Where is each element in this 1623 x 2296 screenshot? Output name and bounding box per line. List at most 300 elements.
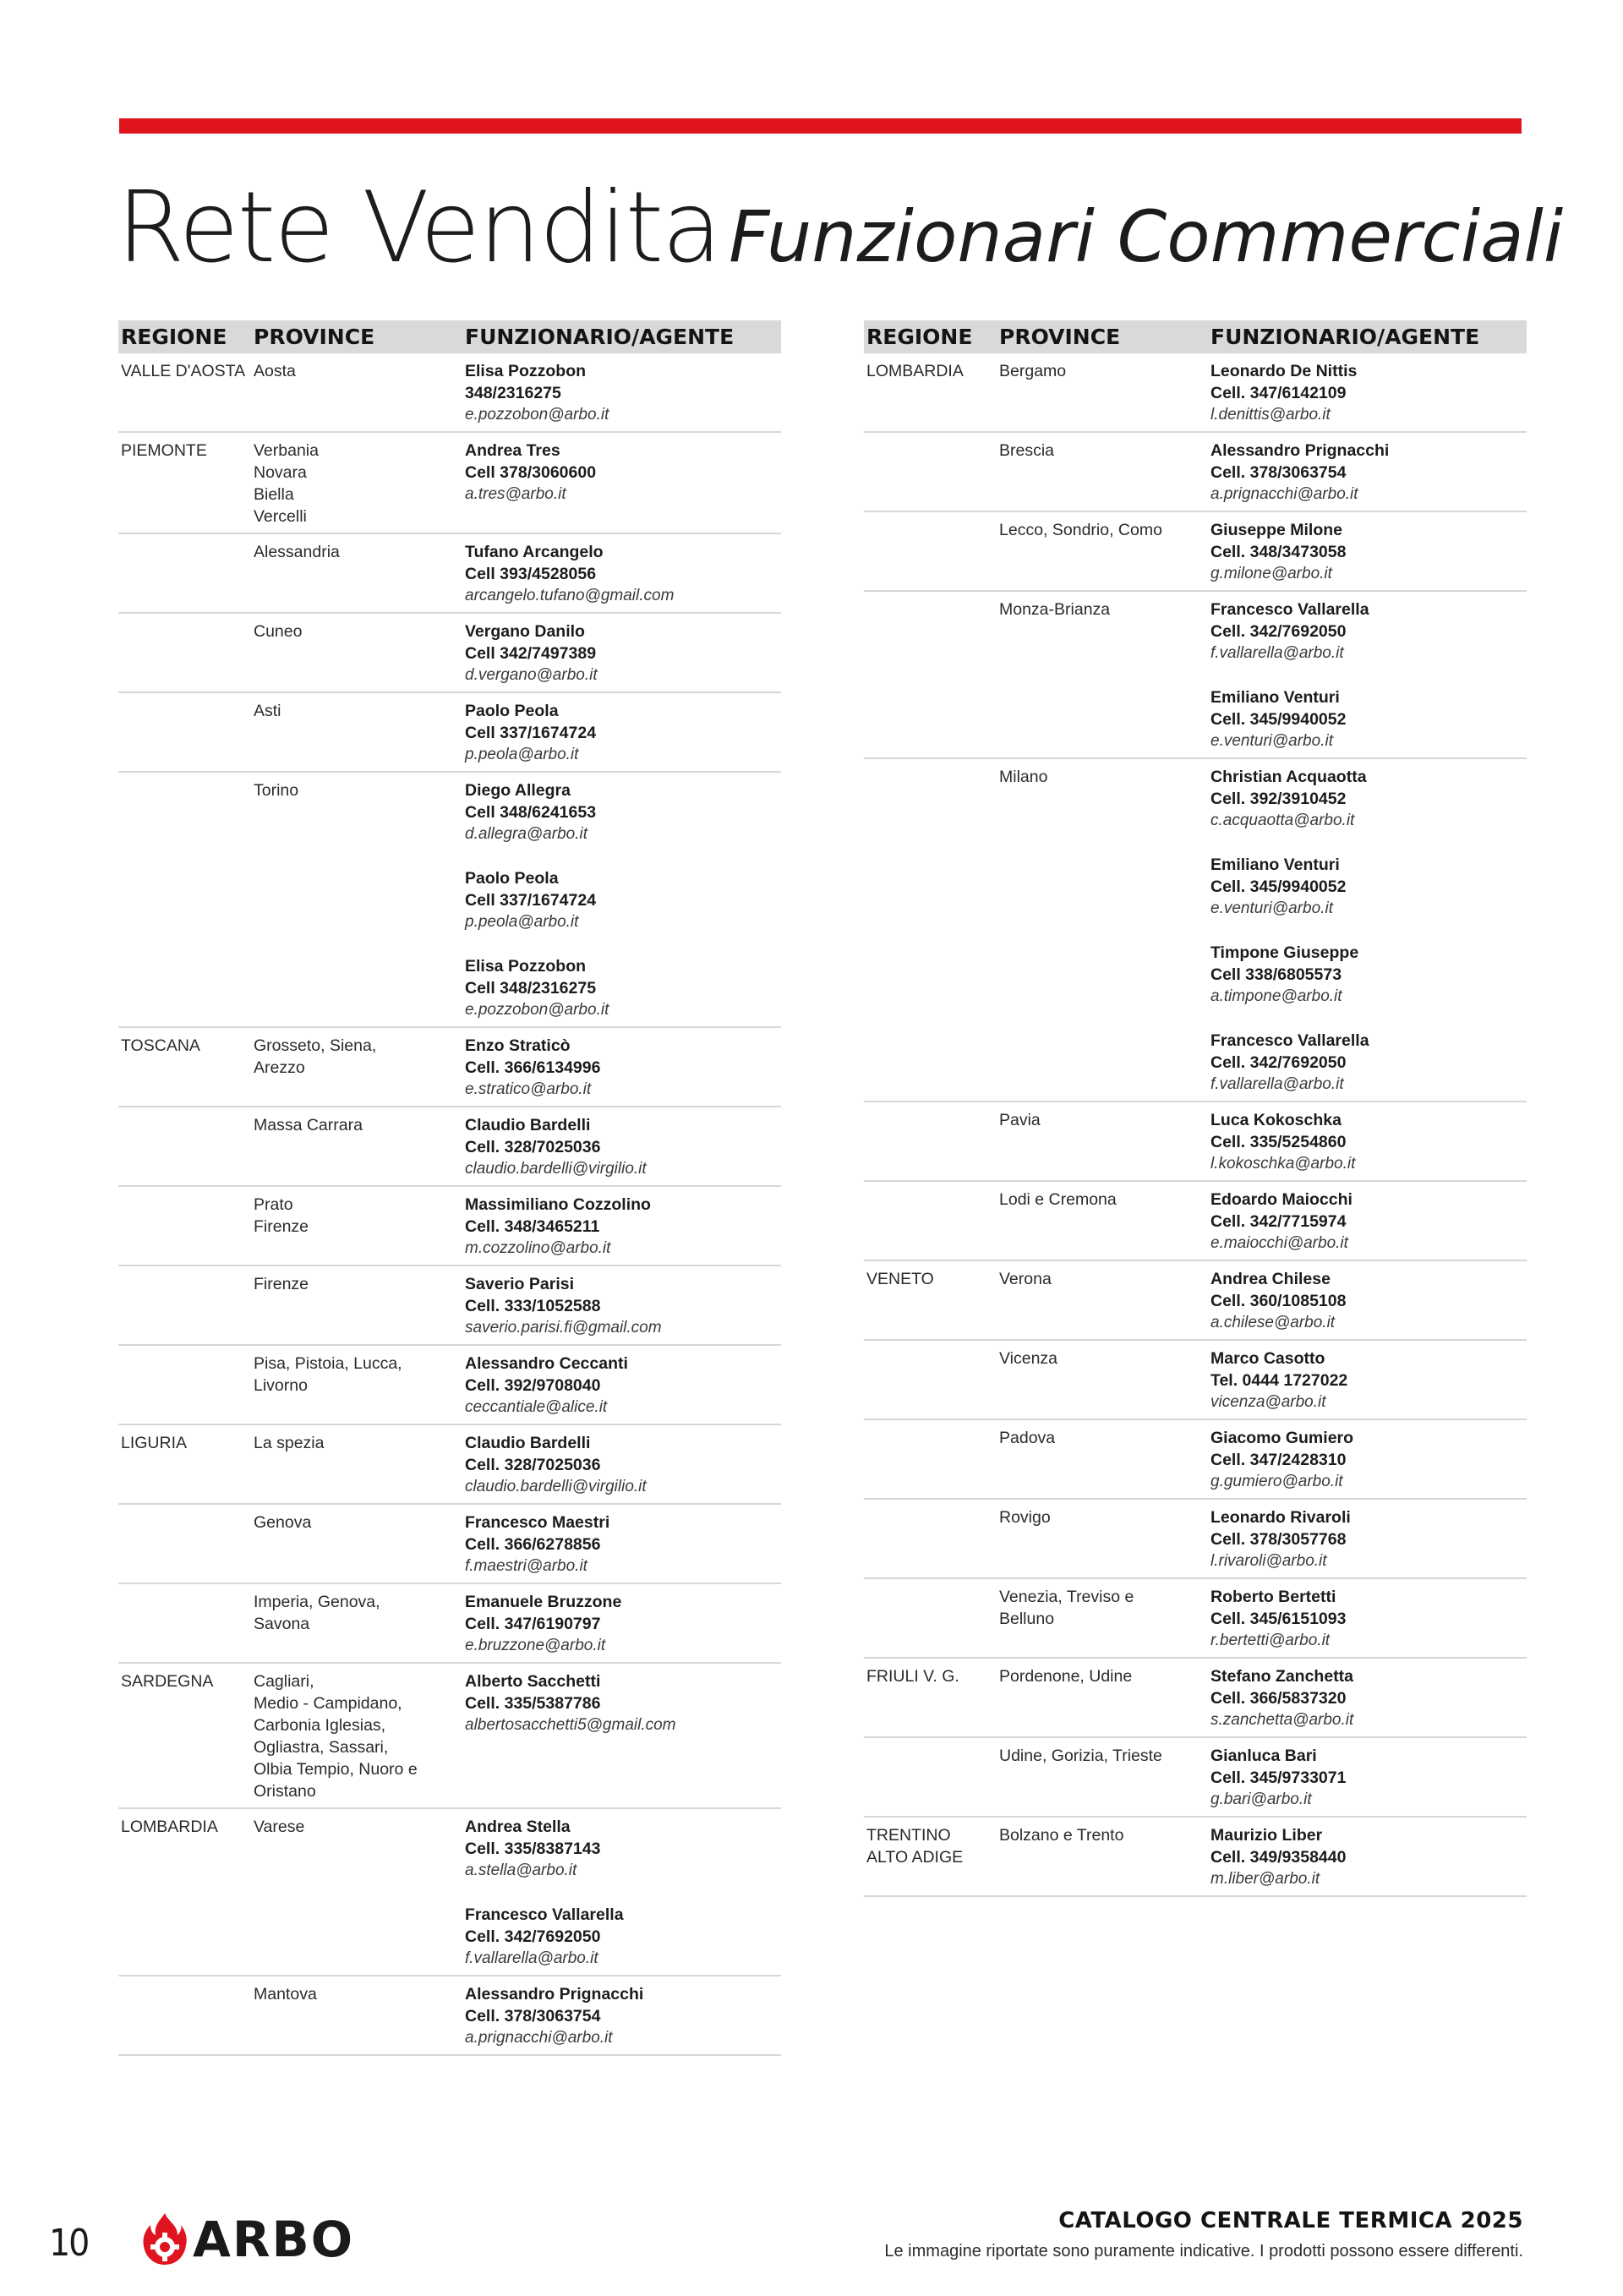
agent-phone: Cell. 347/6190797 — [465, 1615, 601, 1633]
agent-email[interactable]: albertosacchetti5@gmail.com — [465, 1716, 676, 1734]
agent-phone: Cell. 328/7025036 — [465, 1138, 601, 1156]
region-cell — [118, 1816, 254, 1838]
table-header — [864, 320, 1527, 353]
province-name: Verona — [999, 1270, 1052, 1288]
table-row — [118, 1425, 781, 1505]
agent-name: Tufano Arcangelo — [465, 543, 604, 561]
right-table — [864, 320, 1527, 1897]
agent-email[interactable]: claudio.bardelli@virgilio.it — [465, 1478, 647, 1495]
agent-contact — [1210, 1030, 1527, 1096]
agent-cell — [465, 1035, 781, 1101]
province-cell — [254, 1273, 465, 1295]
agent-email[interactable]: e.stratico@arbo.it — [465, 1080, 592, 1098]
region-cell — [864, 1824, 999, 1868]
region-cell — [118, 1432, 254, 1454]
agent-contact — [465, 1114, 781, 1180]
table-row — [118, 614, 781, 693]
province-cell — [999, 519, 1210, 541]
region-cell — [118, 360, 254, 382]
agent-cell — [465, 1816, 781, 1970]
agent-phone: 348/2316275 — [465, 384, 561, 402]
agent-phone: Cell. 345/9940052 — [1210, 877, 1347, 896]
region-name: TRENTINO — [866, 1826, 951, 1845]
agent-email[interactable]: r.bertetti@arbo.it — [1210, 1632, 1331, 1649]
province-name: Savona — [254, 1615, 310, 1633]
province-name: Alessandria — [254, 543, 340, 561]
province-cell — [254, 1670, 465, 1802]
agent-name: Claudio Bardelli — [465, 1434, 591, 1452]
agent-email[interactable]: f.vallarella@arbo.it — [1210, 1075, 1344, 1093]
region-cell — [118, 1670, 254, 1692]
agent-email[interactable]: m.liber@arbo.it — [1210, 1870, 1320, 1888]
agent-email[interactable]: a.chilese@arbo.it — [1210, 1314, 1336, 1331]
agent-phone: Cell. 333/1052588 — [465, 1297, 601, 1315]
table-row — [864, 759, 1527, 1102]
agent-contact — [1210, 1586, 1527, 1652]
agent-phone: Cell. 392/3910452 — [1210, 790, 1347, 808]
province-name: Venezia, Treviso e — [999, 1588, 1134, 1606]
table-row — [864, 1102, 1527, 1182]
agent-phone: Cell. 335/8387143 — [465, 1840, 601, 1858]
agent-name: Roberto Bertetti — [1210, 1588, 1336, 1606]
region-name: FRIULI V. G. — [866, 1667, 959, 1686]
province-cell — [999, 1665, 1210, 1687]
agent-contact — [465, 700, 781, 766]
agent-phone: Cell 337/1674724 — [465, 891, 597, 910]
table-row — [118, 433, 781, 534]
table-row — [118, 353, 781, 433]
agent-contact — [1210, 942, 1527, 1008]
province-name: Olbia Tempio, Nuoro e — [254, 1760, 418, 1779]
province-cell — [999, 1745, 1210, 1767]
agent-name: Francesco Maestri — [465, 1513, 610, 1532]
agent-email[interactable]: claudio.bardelli@virgilio.it — [465, 1160, 647, 1178]
province-cell — [999, 440, 1210, 462]
agent-name: Andrea Chilese — [1210, 1270, 1331, 1288]
agent-phone: Cell. 378/3063754 — [465, 2007, 601, 2025]
agent-phone: Cell. 349/9358440 — [1210, 1848, 1347, 1867]
agent-contact — [465, 867, 781, 933]
agent-contact — [1210, 1427, 1527, 1493]
agent-email[interactable]: a.tres@arbo.it — [465, 485, 566, 503]
agent-email[interactable]: a.prignacchi@arbo.it — [465, 2029, 613, 2047]
agent-contact — [1210, 1665, 1527, 1731]
agent-name: Alessandro Prignacchi — [465, 1985, 644, 2004]
table-row — [864, 1659, 1527, 1738]
agent-email[interactable]: l.rivaroli@arbo.it — [1210, 1552, 1327, 1570]
agent-phone: Cell 393/4528056 — [465, 565, 597, 583]
agent-email[interactable]: d.allegra@arbo.it — [465, 825, 587, 843]
agent-email[interactable]: ceccantiale@alice.it — [465, 1398, 608, 1416]
province-name: Biella — [254, 485, 294, 504]
agent-email[interactable]: p.peola@arbo.it — [465, 913, 579, 931]
agent-phone: Cell 378/3060600 — [465, 463, 597, 482]
table-row — [864, 1182, 1527, 1261]
province-name: Prato — [254, 1195, 293, 1214]
agent-cell — [465, 1512, 781, 1577]
region-name: LOMBARDIA — [866, 362, 964, 380]
agent-cell — [1210, 1189, 1527, 1255]
region-cell — [118, 1035, 254, 1057]
agent-cell — [465, 1273, 781, 1339]
table-row — [864, 353, 1527, 433]
province-name: Torino — [254, 781, 299, 800]
agent-phone: Cell. 345/9940052 — [1210, 710, 1347, 729]
province-name: La spezia — [254, 1434, 325, 1452]
province-cell — [254, 440, 465, 528]
province-name: Livorno — [254, 1376, 308, 1395]
agent-email[interactable]: p.peola@arbo.it — [465, 746, 579, 763]
page-number: 10 — [49, 2222, 89, 2265]
agent-email[interactable]: g.milone@arbo.it — [1210, 565, 1332, 582]
left-table — [118, 320, 781, 2056]
agent-name: Elisa Pozzobon — [465, 957, 587, 976]
agent-name: Gianluca Bari — [1210, 1747, 1317, 1765]
province-cell — [254, 1353, 465, 1397]
agent-name: Diego Allegra — [465, 781, 571, 800]
region-name: LIGURIA — [121, 1434, 188, 1452]
province-name: Pisa, Pistoia, Lucca, — [254, 1354, 402, 1373]
agent-name: Christian Acquaotta — [1210, 768, 1367, 786]
flame-gear-icon — [140, 2211, 189, 2267]
catalog-title: CATALOGO CENTRALE TERMICA 2025 — [1058, 2208, 1523, 2233]
province-name: Verbania — [254, 441, 319, 460]
province-cell — [254, 1035, 465, 1079]
province-cell — [999, 1189, 1210, 1211]
agent-name: Giuseppe Milone — [1210, 521, 1343, 539]
province-cell — [999, 1506, 1210, 1528]
agent-contact — [465, 1512, 781, 1577]
agent-cell — [1210, 440, 1527, 506]
agent-email[interactable]: g.gumiero@arbo.it — [1210, 1473, 1343, 1490]
agent-name: Vergano Danilo — [465, 622, 585, 641]
province-cell — [254, 1816, 465, 1838]
province-cell — [254, 700, 465, 722]
province-cell — [254, 779, 465, 801]
table-row — [864, 1500, 1527, 1579]
agent-cell — [465, 541, 781, 607]
province-cell — [254, 1591, 465, 1635]
agent-cell — [1210, 519, 1527, 585]
province-name: Carbonia Iglesias, — [254, 1716, 386, 1735]
right-table-body — [864, 353, 1527, 1897]
province-cell — [254, 1432, 465, 1454]
table-row — [118, 1107, 781, 1187]
table-row — [864, 1818, 1527, 1897]
agent-name: Maurizio Liber — [1210, 1826, 1323, 1845]
region-name: ALTO ADIGE — [866, 1848, 964, 1867]
agent-cell — [465, 1432, 781, 1498]
agent-name: Saverio Parisi — [465, 1275, 574, 1293]
agent-email[interactable]: l.kokoschka@arbo.it — [1210, 1155, 1356, 1173]
table-row — [118, 1809, 781, 1976]
agent-contact — [1210, 1745, 1527, 1811]
agent-name: Claudio Bardelli — [465, 1116, 591, 1134]
agent-phone: Cell. 335/5254860 — [1210, 1133, 1347, 1151]
province-name: Firenze — [254, 1275, 309, 1293]
agent-phone: Cell. 342/7692050 — [465, 1927, 601, 1946]
agent-name: Francesco Vallarella — [465, 1905, 624, 1924]
agent-email[interactable]: e.bruzzone@arbo.it — [465, 1637, 606, 1654]
agent-cell — [465, 360, 781, 426]
table-row — [864, 1261, 1527, 1341]
region-cell — [864, 1665, 999, 1687]
agent-email[interactable]: c.acquaotta@arbo.it — [1210, 812, 1355, 829]
header-province: PROVINCE — [254, 325, 375, 349]
agent-contact — [1210, 360, 1527, 426]
agent-contact — [465, 955, 781, 1021]
province-name: Arezzo — [254, 1058, 305, 1077]
province-name: Brescia — [999, 441, 1055, 460]
province-name: Cagliari, — [254, 1672, 314, 1691]
agent-phone: Cell. 392/9708040 — [465, 1376, 601, 1395]
province-cell — [999, 599, 1210, 620]
agent-name: Alberto Sacchetti — [465, 1672, 601, 1691]
agent-email[interactable]: f.vallarella@arbo.it — [465, 1949, 598, 1967]
agent-phone: Cell. 335/5387786 — [465, 1694, 601, 1713]
agent-name: Andrea Stella — [465, 1818, 571, 1836]
region-cell — [118, 440, 254, 462]
table-row — [864, 512, 1527, 592]
agent-contact — [1210, 1268, 1527, 1334]
region-name: LOMBARDIA — [121, 1818, 218, 1836]
agent-email[interactable]: l.denittis@arbo.it — [1210, 406, 1331, 424]
agent-contact — [465, 541, 781, 607]
header-region: REGIONE — [121, 325, 227, 349]
agent-email[interactable]: a.stella@arbo.it — [465, 1861, 577, 1879]
agent-name: Massimiliano Cozzolino — [465, 1195, 651, 1214]
agent-contact — [465, 360, 781, 426]
agent-phone: Cell 348/2316275 — [465, 979, 597, 998]
province-cell — [999, 1348, 1210, 1369]
province-cell — [254, 541, 465, 563]
agent-name: Andrea Tres — [465, 441, 560, 460]
table-row — [864, 1341, 1527, 1420]
agent-contact — [465, 1904, 781, 1970]
province-name: Cuneo — [254, 622, 303, 641]
province-name: Milano — [999, 768, 1048, 786]
agent-email[interactable]: a.prignacchi@arbo.it — [1210, 485, 1358, 503]
agent-contact — [465, 1983, 781, 2049]
agent-email[interactable]: saverio.parisi.fi@gmail.com — [465, 1319, 662, 1337]
table-row — [118, 773, 781, 1028]
table-row — [118, 534, 781, 614]
agent-name: Edoardo Maiocchi — [1210, 1190, 1352, 1209]
agent-contact — [465, 1670, 781, 1736]
agent-name: Paolo Peola — [465, 702, 559, 720]
region-name: SARDEGNA — [121, 1672, 214, 1691]
agent-email[interactable]: f.vallarella@arbo.it — [1210, 644, 1344, 662]
agent-contact — [465, 1035, 781, 1101]
agent-name: Leonardo Rivaroli — [1210, 1508, 1351, 1527]
table-row — [118, 1505, 781, 1584]
agent-phone: Cell 348/6241653 — [465, 803, 597, 822]
logo-text: ARBO — [193, 2211, 355, 2268]
province-cell — [254, 1194, 465, 1238]
region-name: TOSCANA — [121, 1036, 200, 1055]
agent-phone: Cell. 348/3473058 — [1210, 543, 1347, 561]
agent-name: Enzo Straticò — [465, 1036, 571, 1055]
agent-cell — [1210, 766, 1527, 1096]
agent-phone: Cell. 378/3057768 — [1210, 1530, 1347, 1549]
agent-contact — [465, 1273, 781, 1339]
agent-phone: Cell 337/1674724 — [465, 724, 597, 742]
province-cell — [254, 1983, 465, 2005]
agent-contact — [1210, 440, 1527, 506]
province-name: Medio - Campidano, — [254, 1694, 402, 1713]
agent-phone: Cell. 360/1085108 — [1210, 1292, 1347, 1310]
agent-cell — [465, 700, 781, 766]
province-name: Ogliastra, Sassari, — [254, 1738, 389, 1757]
agent-contact — [1210, 1189, 1527, 1255]
province-cell — [999, 1586, 1210, 1630]
agent-contact — [1210, 686, 1527, 752]
agent-phone: Cell 338/6805573 — [1210, 965, 1342, 984]
province-cell — [254, 620, 465, 642]
agent-cell — [1210, 1427, 1527, 1493]
agent-email[interactable]: s.zanchetta@arbo.it — [1210, 1711, 1354, 1729]
agent-email[interactable]: m.cozzolino@arbo.it — [465, 1239, 611, 1257]
agent-contact — [465, 1591, 781, 1657]
table-row — [118, 1266, 781, 1346]
agent-cell — [1210, 1268, 1527, 1334]
top-accent-bar — [119, 118, 1522, 134]
province-name: Aosta — [254, 362, 296, 380]
agent-name: Emiliano Venturi — [1210, 856, 1340, 874]
agent-email[interactable]: arcangelo.tufano@gmail.com — [465, 587, 675, 604]
agent-cell — [1210, 1586, 1527, 1652]
page-title — [117, 171, 1564, 285]
agent-cell — [465, 620, 781, 686]
province-name: Padova — [999, 1429, 1056, 1447]
region-name: VENETO — [866, 1270, 934, 1288]
agent-name: Francesco Vallarella — [1210, 600, 1369, 619]
header-region: REGIONE — [866, 325, 973, 349]
agent-contact — [1210, 1348, 1527, 1413]
agent-cell — [465, 1114, 781, 1180]
agent-contact — [1210, 599, 1527, 664]
agent-name: Emanuele Bruzzone — [465, 1593, 622, 1611]
agent-cell — [1210, 1506, 1527, 1572]
province-cell — [254, 1512, 465, 1533]
agent-phone: Cell. 366/5837320 — [1210, 1689, 1347, 1708]
province-name: Pavia — [999, 1111, 1041, 1129]
agent-cell — [1210, 1745, 1527, 1811]
agent-email[interactable]: e.venturi@arbo.it — [1210, 732, 1333, 750]
agent-phone: Tel. 0444 1727022 — [1210, 1371, 1348, 1390]
province-name: Varese — [254, 1818, 305, 1836]
header-agent: FUNZIONARIO/AGENTE — [465, 325, 735, 349]
province-name: Oristano — [254, 1782, 316, 1801]
agent-name: Alessandro Ceccanti — [465, 1354, 628, 1373]
province-name: Bergamo — [999, 362, 1067, 380]
agent-cell — [1210, 360, 1527, 426]
agent-phone: Cell. 347/2428310 — [1210, 1451, 1347, 1469]
agent-phone: Cell. 342/7715974 — [1210, 1212, 1347, 1231]
agent-phone: Cell. 348/3465211 — [465, 1217, 600, 1236]
table-row — [118, 1664, 781, 1809]
table-row — [864, 592, 1527, 759]
agent-email[interactable]: e.pozzobon@arbo.it — [465, 1001, 609, 1019]
agent-name: Stefano Zanchetta — [1210, 1667, 1354, 1686]
agent-name: Marco Casotto — [1210, 1349, 1325, 1368]
province-name: Massa Carrara — [254, 1116, 363, 1134]
agent-name: Francesco Vallarella — [1210, 1031, 1369, 1050]
agent-phone: Cell. 366/6134996 — [465, 1058, 601, 1077]
agent-name: Alessandro Prignacchi — [1210, 441, 1390, 460]
agent-email[interactable]: a.timpone@arbo.it — [1210, 987, 1342, 1005]
agent-contact — [1210, 1824, 1527, 1890]
province-cell — [254, 1114, 465, 1136]
agent-contact — [465, 620, 781, 686]
agent-phone: Cell. 342/7692050 — [1210, 1053, 1347, 1072]
agent-cell — [465, 1983, 781, 2049]
agent-phone: Cell. 378/3063754 — [1210, 463, 1347, 482]
table-row — [118, 1346, 781, 1425]
region-name: VALLE D'AOSTA — [121, 362, 246, 380]
agent-phone: Cell. 345/6151093 — [1210, 1610, 1347, 1628]
region-name: PIEMONTE — [121, 441, 207, 460]
province-name: Rovigo — [999, 1508, 1051, 1527]
province-cell — [999, 1109, 1210, 1131]
agent-phone: Cell. 347/6142109 — [1210, 384, 1347, 402]
province-cell — [254, 360, 465, 382]
table-row — [118, 693, 781, 773]
agent-email[interactable]: f.maestri@arbo.it — [465, 1557, 587, 1575]
agent-cell — [1210, 1348, 1527, 1413]
agent-name: Paolo Peola — [465, 869, 559, 888]
province-cell — [999, 360, 1210, 382]
agent-email[interactable]: d.vergano@arbo.it — [465, 666, 598, 684]
province-name: Bolzano e Trento — [999, 1826, 1124, 1845]
table-header — [118, 320, 781, 353]
agent-email[interactable]: e.venturi@arbo.it — [1210, 899, 1333, 917]
agent-name: Giacomo Gumiero — [1210, 1429, 1354, 1447]
agent-contact — [1210, 1506, 1527, 1572]
agent-cell — [1210, 1109, 1527, 1175]
arbo-logo — [140, 2211, 354, 2267]
province-name: Lodi e Cremona — [999, 1190, 1117, 1209]
region-cell — [864, 360, 999, 382]
table-row — [864, 1420, 1527, 1500]
agent-email[interactable]: e.pozzobon@arbo.it — [465, 406, 609, 424]
agent-phone: Cell. 345/9733071 — [1210, 1768, 1347, 1787]
agent-email[interactable]: vicenza@arbo.it — [1210, 1393, 1326, 1411]
province-name: Lecco, Sondrio, Como — [999, 521, 1162, 539]
agent-name: Timpone Giuseppe — [1210, 943, 1359, 962]
agent-email[interactable]: g.bari@arbo.it — [1210, 1790, 1312, 1808]
agent-name: Luca Kokoschka — [1210, 1111, 1342, 1129]
province-name: Firenze — [254, 1217, 309, 1236]
province-name: Belluno — [999, 1610, 1055, 1628]
agent-contact — [465, 779, 781, 845]
province-name: Imperia, Genova, — [254, 1593, 380, 1611]
agent-contact — [465, 440, 781, 506]
agent-phone: Cell. 328/7025036 — [465, 1456, 601, 1474]
table-row — [864, 1579, 1527, 1659]
agent-name: Elisa Pozzobon — [465, 362, 587, 380]
province-name: Novara — [254, 463, 307, 482]
province-name: Monza-Brianza — [999, 600, 1111, 619]
agent-email[interactable]: e.maiocchi@arbo.it — [1210, 1234, 1348, 1252]
agent-contact — [465, 1816, 781, 1882]
table-row — [864, 1738, 1527, 1818]
table-row — [864, 433, 1527, 512]
agent-contact — [1210, 1109, 1527, 1175]
agent-phone: Cell 342/7497389 — [465, 644, 597, 663]
agent-cell — [465, 1353, 781, 1419]
province-name: Grosseto, Siena, — [254, 1036, 377, 1055]
